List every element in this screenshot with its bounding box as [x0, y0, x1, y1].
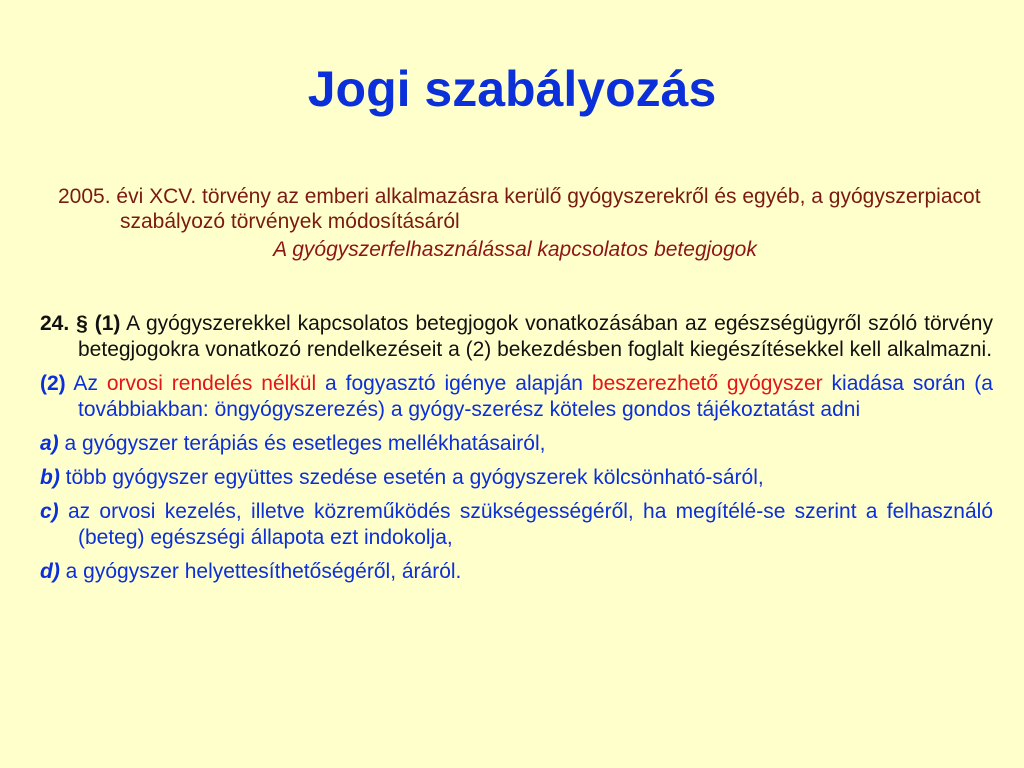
list-item-label: c) [40, 500, 59, 523]
list-item-text: több gyógyszer együttes szedése esetén a gyógyszerek kölcsönható-sáról, [59, 466, 764, 489]
law-section-title: A gyógyszerfelhasználással kapcsolatos betegjogok [273, 238, 757, 261]
paragraph-text: A gyógyszerekkel kapcsolatos betegjogok vonatkozásában az egészségügyről szóló törvény betegjogokra vonatkozó rendelkezéseit a (2) bekezdésben foglalt kiegészítésekkel kell alkalmazni. [78, 312, 993, 361]
list-item-text: a gyógyszer helyettesíthetőségéről, áráról. [59, 560, 462, 583]
list-item-b [40, 465, 993, 491]
paragraph-text: a fogyasztó igénye alapján [316, 372, 592, 395]
paragraph-text: Az [65, 372, 107, 395]
law-reference [40, 184, 990, 262]
paragraph-label: (2) [40, 372, 66, 395]
law-name: 2005. évi XCV. törvény az emberi alkalmazásra kerülő gyógyszerekről és egyéb, a gyógyszerpiacot szabályozó törvények módosításáról [58, 185, 981, 233]
list-item-d [40, 559, 993, 585]
paragraph-24-2 [40, 371, 993, 423]
law-text-body [40, 311, 993, 593]
list-item-label: a) [40, 432, 59, 455]
slide-title: Jogi szabályozás [307, 61, 717, 117]
list-item-label: d) [40, 560, 60, 583]
list-item-text: az orvosi kezelés, illetve közreműködés szükségességéről, ha megítélé-se szerint a felhasználó (beteg) egészségi állapota ezt indokolja, [58, 500, 993, 549]
highlight-text: beszerezhető gyógyszer [591, 372, 823, 395]
list-item-label: b) [40, 466, 60, 489]
list-item-text: a gyógyszer terápiás és esetleges mellékhatásairól, [58, 432, 546, 455]
paragraph-text: kiadása során (a továbbiakban: öngyógyszerezés) a gyógy-szerész köteles gondos tájékoztatást adni [78, 372, 993, 421]
list-item-c [40, 499, 993, 551]
highlight-text: orvosi rendelés nélkül [106, 372, 317, 395]
list-item-a [40, 431, 993, 457]
paragraph-label: 24. § (1) [40, 312, 121, 335]
paragraph-24-1 [40, 311, 993, 363]
